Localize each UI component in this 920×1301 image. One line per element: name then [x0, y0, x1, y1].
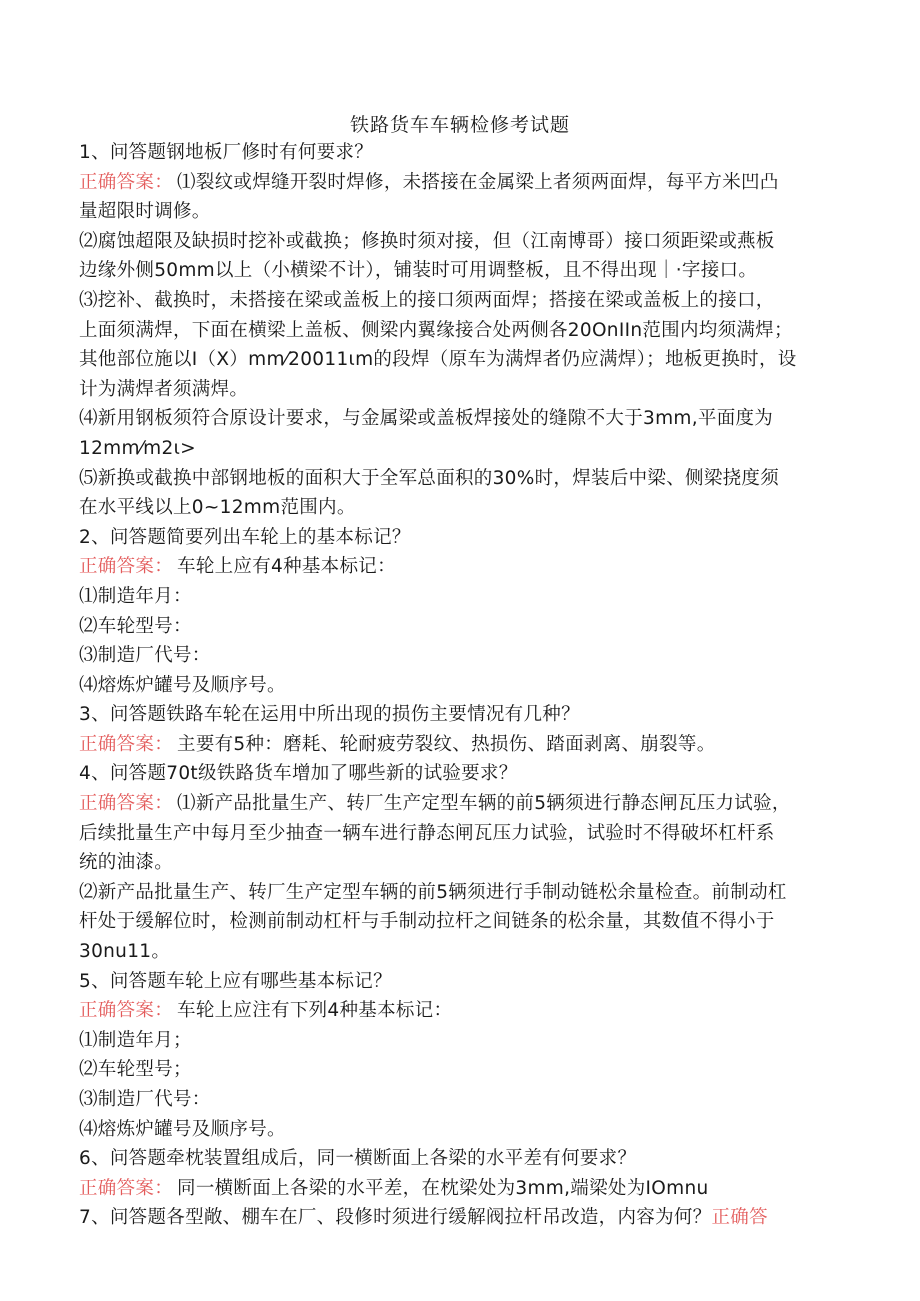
text-line [79, 907, 849, 937]
line-text: 上面须满焊，下面在横梁上盖板、侧梁内翼缘接合处两侧各20OnIIn范围内均须满焊； [79, 319, 793, 341]
text-line [79, 523, 849, 553]
text-line [79, 819, 849, 849]
answer-label: 正确答案： [79, 556, 174, 578]
text-line [79, 197, 849, 227]
text-line [79, 1203, 849, 1233]
text-line [79, 582, 849, 612]
line-text: 主要有5种：磨耗、轮耐疲劳裂纹、热损伤、踏面剥离、崩裂等。 [177, 733, 716, 755]
line-text: 边缘外侧50mm以上（小横梁不计），铺装时可用调整板，且不得出现｜·字接口。 [79, 260, 758, 282]
document-title: 铁路货车车辆检修考试题 [349, 114, 570, 136]
text-line [79, 1115, 849, 1145]
line-text: ⑵车轮型号： [79, 615, 192, 637]
text-line [79, 1144, 849, 1174]
line-text: 计为满焊者须满焊。 [79, 378, 249, 400]
line-text: 车轮上应注有下列4种基本标记： [177, 1000, 453, 1022]
answer-label: 正确答案： [79, 1000, 174, 1022]
text-line [79, 1026, 849, 1056]
text-line [79, 937, 849, 967]
answer-label: 正确答案： [79, 1177, 174, 1199]
text-line [79, 375, 849, 405]
line-text: 12mm⁄m2ι> [79, 437, 196, 459]
answer-label: 正确答案： [79, 171, 174, 193]
line-text: ⑵腐蚀超限及缺损时挖补或截换；修换时须对接，但（江南博哥）接口须距梁或燕板 [79, 230, 775, 252]
text-line [79, 552, 849, 582]
line-text: ⑴制造年月； [79, 1029, 192, 1051]
line-text: 杆处于缓解位时，检测前制动杠杆与手制动拉杆之间链条的松余量，其数值不得小于 [79, 911, 775, 933]
text-line [79, 1085, 849, 1115]
text-line [79, 227, 849, 257]
line-text: 在水平线以上0~12mm范围内。 [79, 497, 356, 519]
line-text: ⑶制造厂代号： [79, 645, 211, 667]
line-text: ⑴制造年月： [79, 585, 192, 607]
text-line [79, 700, 849, 730]
line-text: 其他部位施以I（X）mm⁄20011ιm的段焊（原车为满焊者仍应满焊）；地板更换时，设 [79, 349, 797, 371]
text-line [79, 464, 849, 494]
line-text: 5、问答题车轮上应有哪些基本标记？ [79, 970, 392, 992]
text-line [79, 286, 849, 316]
text-line [79, 996, 849, 1026]
line-text: ⑶制造厂代号： [79, 1089, 211, 1110]
line-text: 30nu11。 [79, 941, 171, 963]
text-line [79, 671, 849, 701]
line-text: 车轮上应有4种基本标记： [177, 556, 396, 578]
document-body [79, 138, 849, 1233]
text-line [79, 1055, 849, 1085]
line-text: ⑵车轮型号； [79, 1059, 192, 1081]
text-line [79, 316, 849, 346]
line-text: 6、问答题牵枕装置组成后，同一横断面上各梁的水平差有何要求？ [79, 1148, 637, 1170]
text-line [79, 967, 849, 997]
line-text: ⑴新产品批量生产、转厂生产定型车辆的前5辆须进行静态闸瓦压力试验， [177, 793, 791, 815]
line-text: ⑵新产品批量生产、转厂生产定型车辆的前5辆须进行手制动链松余量检查。前制动杠 [79, 881, 787, 903]
text-line [79, 789, 849, 819]
line-text: ⑸新换或截换中部钢地板的面积大于全军总面积的30%时，焊装后中梁、侧梁挠度须 [79, 467, 780, 489]
text-line [79, 848, 849, 878]
text-line [79, 434, 849, 464]
line-text: 7、问答题各型敞、棚车在厂、段修时须进行缓解阀拉杆吊改造，内容为何？ [79, 1207, 712, 1229]
line-text: ⑷熔炼炉罐号及顺序号。 [79, 674, 286, 696]
text-line [79, 1174, 849, 1204]
answer-label-trailing: 正确答 [711, 1207, 768, 1229]
line-text: 4、问答题70t级铁路货车增加了哪些新的试验要求？ [79, 763, 518, 785]
line-text: 3、问答题铁路车轮在运用中所出现的损伤主要情况有几种？ [79, 704, 580, 726]
line-text: 后续批量生产中每月至少抽查一辆车进行静态闸瓦压力试验，试验时不得破坏杠杆系 [79, 822, 775, 844]
text-line [79, 256, 849, 286]
line-text: ⑶挖补、截换时，未搭接在梁或盖板上的接口须两面焊；搭接在梁或盖板上的接口， [79, 289, 775, 311]
text-line [79, 612, 849, 642]
line-text: ⑷新用钢板须符合原设计要求，与金属梁或盖板焊接处的缝隙不大于3mm,平面度为 [79, 408, 774, 430]
text-line [79, 168, 849, 198]
line-text: ⑷熔炼炉罐号及顺序号。 [79, 1118, 286, 1140]
line-text: 统的油漆。 [79, 852, 174, 874]
line-text: ⑴裂纹或焊缝开裂时焊修，未搭接在金属梁上者须两面焊，每平方米凹凸 [177, 171, 779, 193]
text-line [79, 345, 849, 375]
text-line [79, 404, 849, 434]
line-text: 量超限时调修。 [79, 201, 211, 223]
line-text: 1、问答题钢地板厂修时有何要求？ [79, 142, 374, 163]
text-line [79, 493, 849, 523]
line-text: 2、问答题简要列出车轮上的基本标记？ [79, 526, 411, 548]
text-line [79, 759, 849, 789]
text-line [79, 878, 849, 908]
answer-label: 正确答案： [79, 793, 174, 815]
line-text: 同一横断面上各梁的水平差，在枕梁处为3mm,端梁处为IOmnu [177, 1177, 709, 1199]
answer-label: 正确答案： [79, 733, 174, 755]
text-line [79, 641, 849, 671]
text-line [79, 138, 849, 168]
text-line [79, 730, 849, 760]
